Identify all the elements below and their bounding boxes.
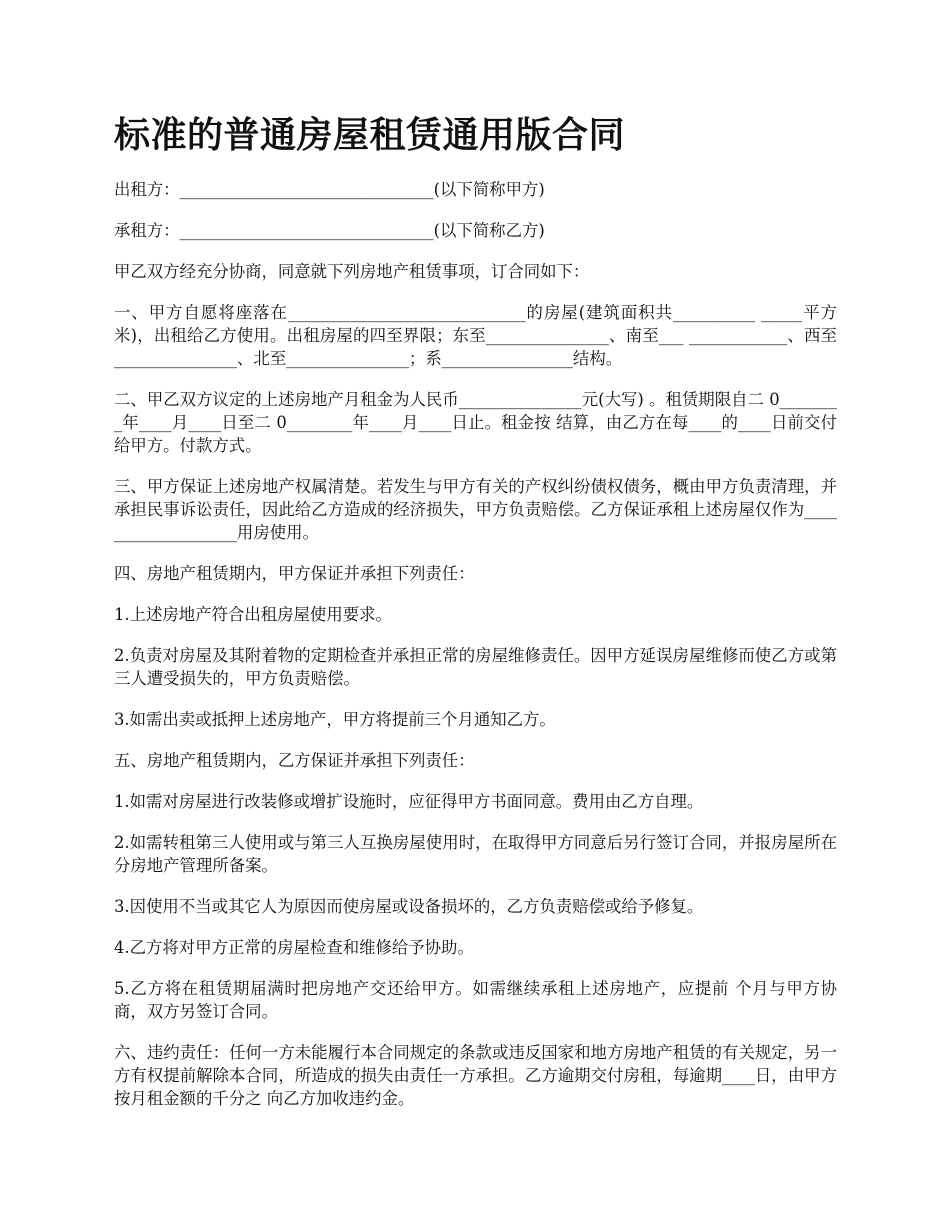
clause-6-breach: 六、违约责任：任何一方未能履行本合同规定的条款或违反国家和地方房地产租赁的有关规定，另一方有权提前解除本合同，所造成的损失由责任一方承担。乙方逾期交付房租，每逾期____日，由甲方按月租金额的千分之 向乙方加收违约金。 bbox=[114, 1043, 837, 1108]
document-title: 标准的普通房屋租赁通用版合同 bbox=[114, 115, 626, 156]
clause-5-item-4: 4.乙方将对甲方正常的房屋检查和维修给予协助。 bbox=[114, 938, 474, 957]
document-body bbox=[114, 178, 837, 1128]
lessee-line: 承租方：_______________________________(以下简称乙方) bbox=[114, 221, 545, 240]
clause-5-item-1: 1.如需对房屋进行改装修或增扩设施时，应征得甲方书面同意。费用由乙方自理。 bbox=[114, 792, 704, 811]
clause-5-heading: 五、房地产租赁期内，乙方保证并承担下列责任： bbox=[114, 751, 475, 770]
clause-5-item-5: 5.乙方将在租赁期届满时把房地产交还给甲方。如需继续承租上述房地产，应提前 个月与甲方协商，双方另签订合同。 bbox=[114, 979, 837, 1021]
clause-5-item-2: 2.如需转租第三人使用或与第三人互换房屋使用时，在取得甲方同意后另行签订合同，并报房屋所在分房地产管理所备案。 bbox=[114, 833, 837, 875]
agreement-intro: 甲乙双方经充分协商，同意就下列房地产租赁事项，订合同如下： bbox=[114, 262, 590, 281]
lessor-line: 出租方：_______________________________(以下简称甲方) bbox=[114, 180, 545, 199]
clause-5-item-3: 3.因使用不当或其它人为原因而使房屋或设备损坏的，乙方负责赔偿或给予修复。 bbox=[114, 897, 704, 916]
clause-4-item-1: 1.上述房地产符合出租房屋使用要求。 bbox=[114, 605, 392, 624]
clause-4-item-2: 2.负责对房屋及其附着物的定期检查并承担正常的房屋维修责任。因甲方延误房屋维修而使乙方或第三人遭受损失的，甲方负责赔偿。 bbox=[114, 646, 837, 688]
clause-3-ownership: 三、甲方保证上述房地产权属清楚。若发生与甲方有关的产权纠纷债权债务，概由甲方负责清理，并承担民事诉讼责任，因此给乙方造成的经济损失，甲方负责赔偿。乙方保证承租上述房屋仅作为___________________用房使用。 bbox=[114, 477, 837, 542]
clause-4-heading: 四、房地产租赁期内，甲方保证并承担下列责任： bbox=[114, 564, 475, 583]
clause-4-item-3: 3.如需出卖或抵押上述房地产，甲方将提前三个月通知乙方。 bbox=[114, 710, 556, 729]
clause-1-property: 一、甲方自愿将座落在_____________________________的房屋(建筑面积共__________ _____平方米)，出租给乙方使用。出租房屋的四至界限；东至_______________、南至___ ____________、西至_______________、北至_______________；系________________结构。 bbox=[114, 303, 837, 368]
clause-2-rent: 二、甲乙双方议定的上述房地产月租金为人民币_______________元(大写) 。租赁期限自二 0________年____月____日至二 0________年____月____日止。租金按 结算，由乙方在每____的____日前交付给甲方。付款方式。 bbox=[114, 390, 837, 455]
